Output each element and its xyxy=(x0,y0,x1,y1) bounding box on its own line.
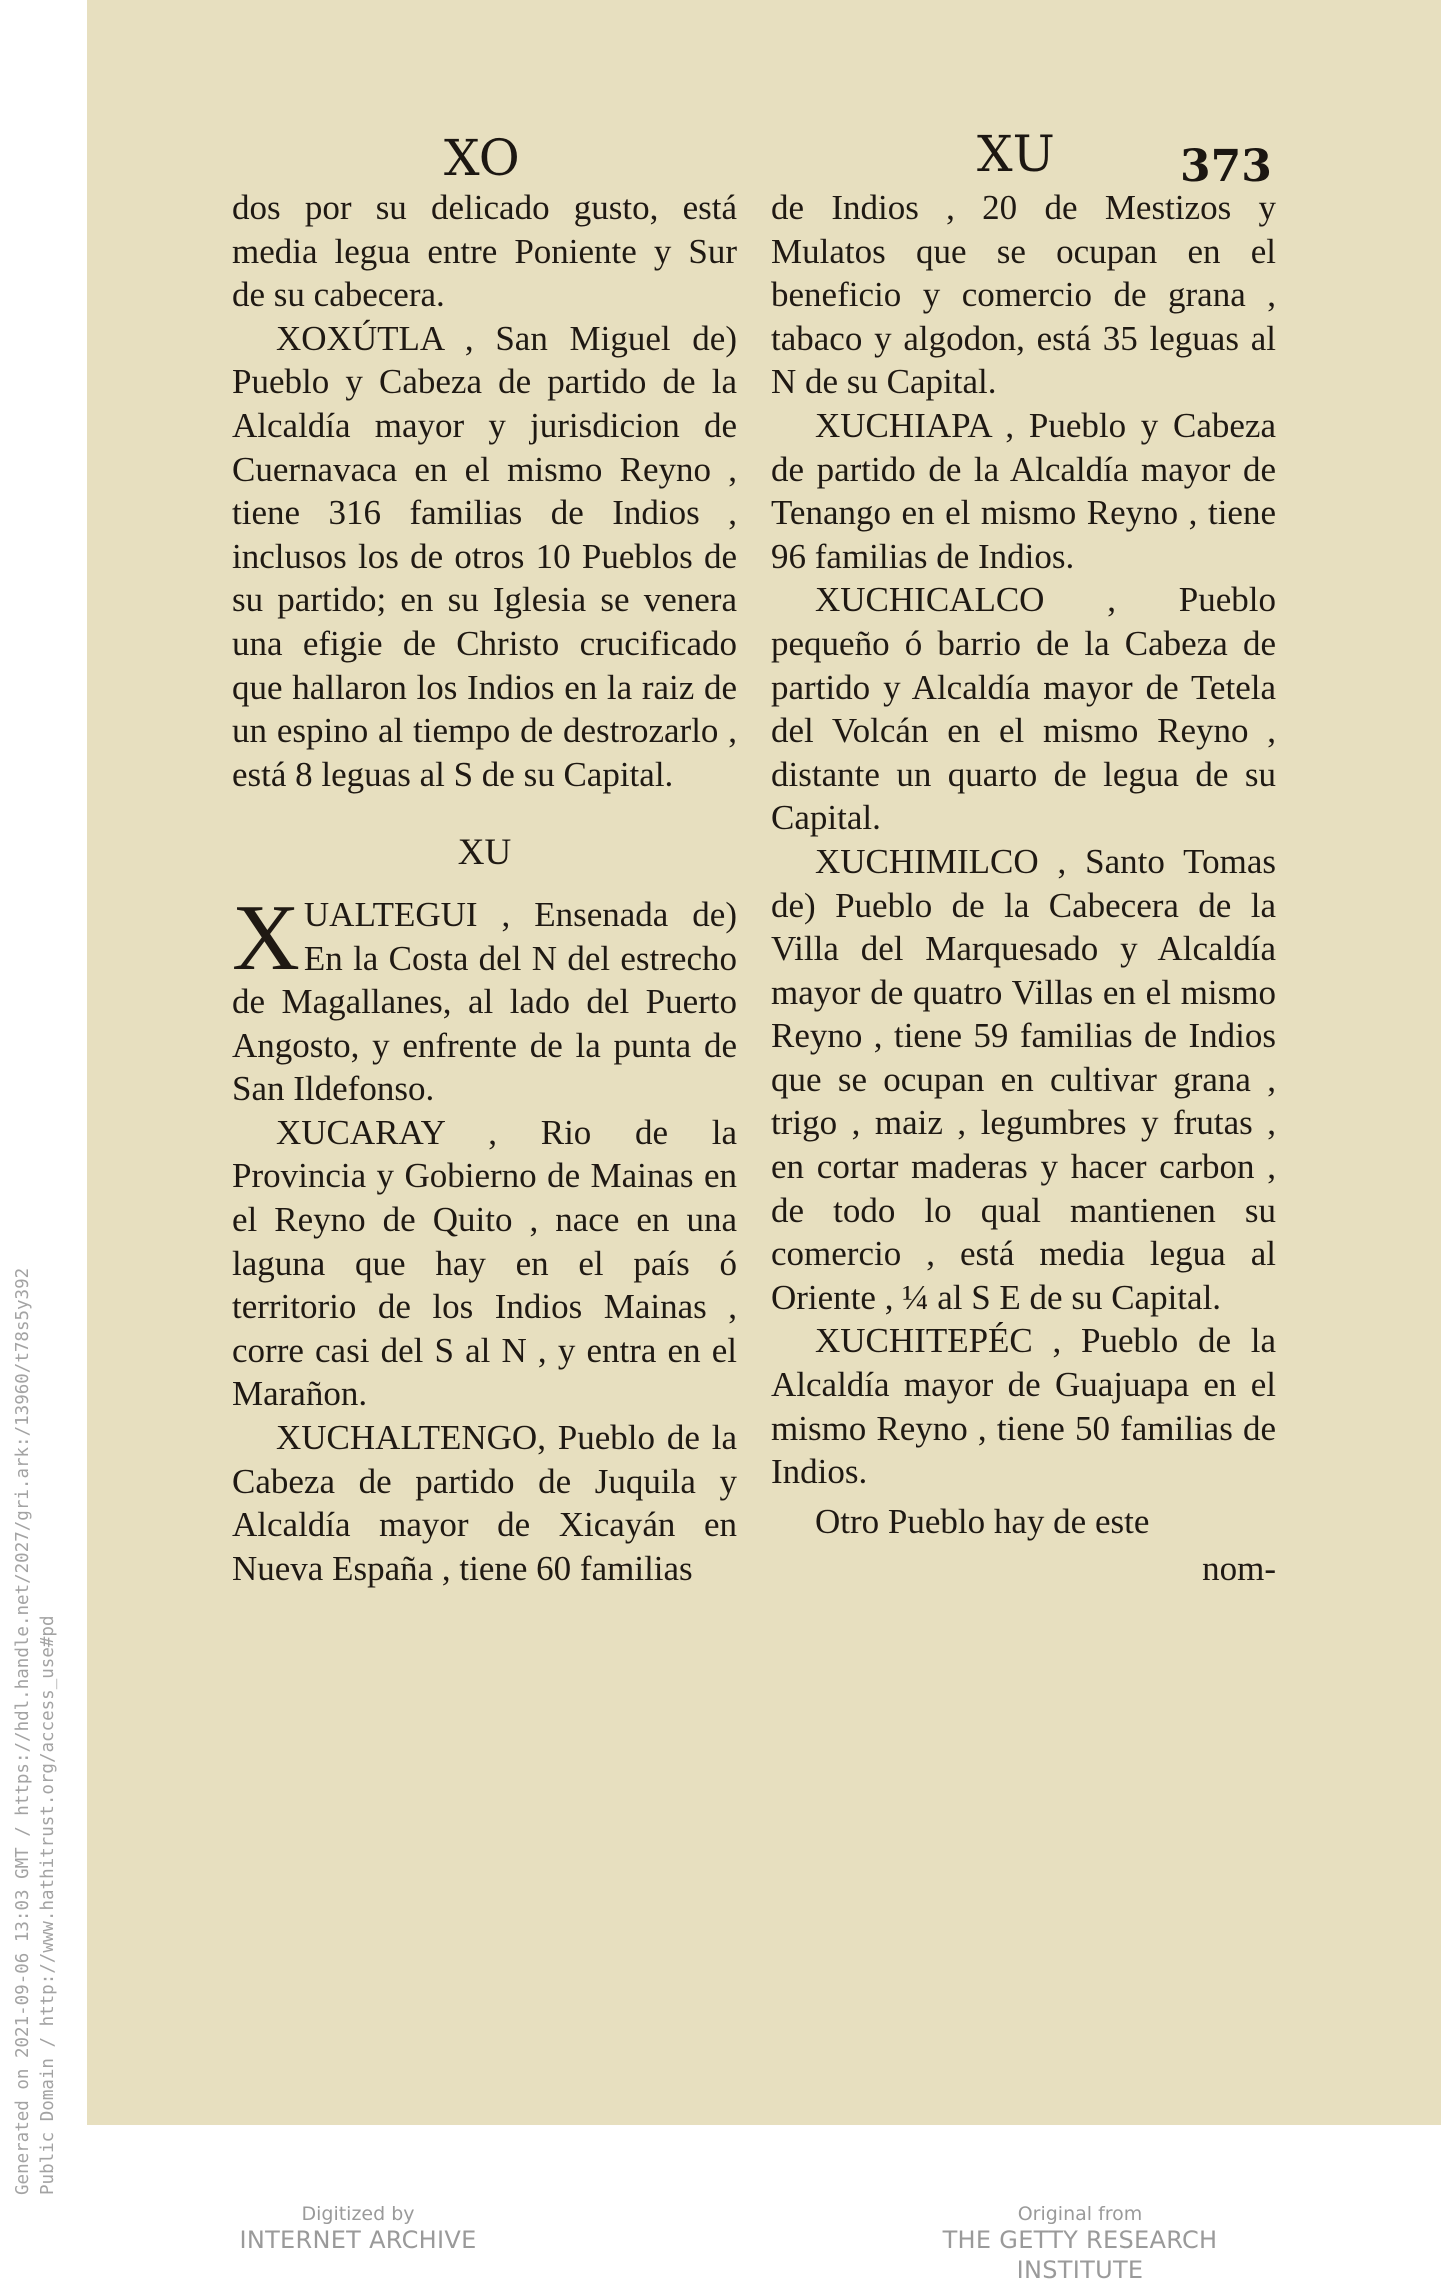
entry-xucaray: XUCARAY , Rio de la Provincia y Gobierno de Mainas en el Reyno de Quito , nace en una laguna que hay en el país ó territorio de los Indios Mainas , corre casi del S al N , y entra en el Marañon. xyxy=(232,1112,737,1414)
generation-note-line-1: Generated on 2021-09-06 13:03 GMT / https://hdl.handle.net/2027/gri.ark:/13960/t78s5y392 xyxy=(13,1267,33,2195)
running-header xyxy=(87,125,1441,195)
catchword: nom- xyxy=(1202,1549,1276,1589)
right-column xyxy=(771,186,1276,1591)
entry-xuchimilco: XUCHIMILCO , Santo Tomas de) Pueblo de la Cabecera de la Villa del Marquesado y Alcaldía mayor de quatro Villas en el mismo Reyno , tiene 59 familias de Indios que se ocupan en cultivar grana , trigo , maiz , legumbres y frutas , en cortar maderas y hacer carbon , de todo lo qual mantienen su comercio , está media legua al Oriente , ¼ al S E de su Capital. xyxy=(771,841,1276,1317)
left-column xyxy=(232,186,737,1590)
drop-cap: X xyxy=(232,885,300,990)
generation-note-line-2: Public Domain / http://www.hathitrust.org/access_use#pd xyxy=(38,1615,58,2195)
digitized-by-source: INTERNET ARCHIVE xyxy=(239,2226,477,2254)
entry-xuchitepec: XUCHITEPÉC , Pueblo de la Alcaldía mayor de Guajuapa en el mismo Reyno , tiene 50 familias de Indios. xyxy=(771,1321,1276,1492)
entry-continuation-right: de Indios , 20 de Mestizos y Mulatos que se ocupan en el beneficio y comercio de grana , tabaco y algodon, está 35 leguas al N de su Capital. xyxy=(771,188,1276,402)
entry-xoxutla: XOXÚTLA , San Miguel de) Pueblo y Cabeza de partido de la Alcaldía mayor y jurisdicion de Cuernavaca en el mismo Reyno , tiene 316 familias de Indios , inclusos los de otros 10 Pueblos de su partido; en su Iglesia se venera una efigie de Christo crucificado que hallaron los Indios en la raiz de un espino al tiempo de destrozarlo , está 8 leguas al S de su Capital. xyxy=(232,318,737,794)
entry-xuchicalco: XUCHICALCO , Pueblo pequeño ó barrio de la Cabeza de partido y Alcaldía mayor de Tetela del Volcán en el mismo Reyno , distante un quarto de legua de su Capital. xyxy=(771,580,1276,838)
entry-xualtegui xyxy=(232,885,737,1111)
header-right: XU xyxy=(977,125,1055,183)
entry-xuchiapa: XUCHIAPA , Pueblo y Cabeza de partido de la Alcaldía mayor de Tenango en el mismo Reyno , tiene 96 familias de Indios. xyxy=(771,405,1276,576)
original-from xyxy=(880,2203,1280,2285)
entry-xualtegui-text: UALTEGUI , Ensenada de) En la Costa del N del estrecho de Magallanes, al lado del Puerto Angosto, y enfrente de la punta de San Ildefonso. xyxy=(232,894,737,1109)
page-number: 373 xyxy=(1180,141,1272,192)
section-heading: XU xyxy=(457,832,512,874)
digitized-by-label: Digitized by xyxy=(301,2203,415,2225)
generation-note xyxy=(4,1041,58,2221)
original-from-source: THE GETTY RESEARCH INSTITUTE xyxy=(942,2226,1218,2284)
digitized-by xyxy=(228,2203,488,2255)
footer xyxy=(0,2203,1441,2284)
entry-continuation: dos por su delicado gusto, está media legua entre Poniente y Sur de su cabecera. xyxy=(232,188,737,315)
entry-otro-pueblo: Otro Pueblo hay de este xyxy=(815,1501,1150,1541)
entry-xuchaltengo: XUCHALTENGO, Pueblo de la Cabeza de partido de Juquila y Alcaldía mayor de Xicayán en Nueva España , tiene 60 familias xyxy=(232,1418,737,1588)
original-from-label: Original from xyxy=(1017,2203,1143,2225)
header-left: XO xyxy=(444,129,520,187)
